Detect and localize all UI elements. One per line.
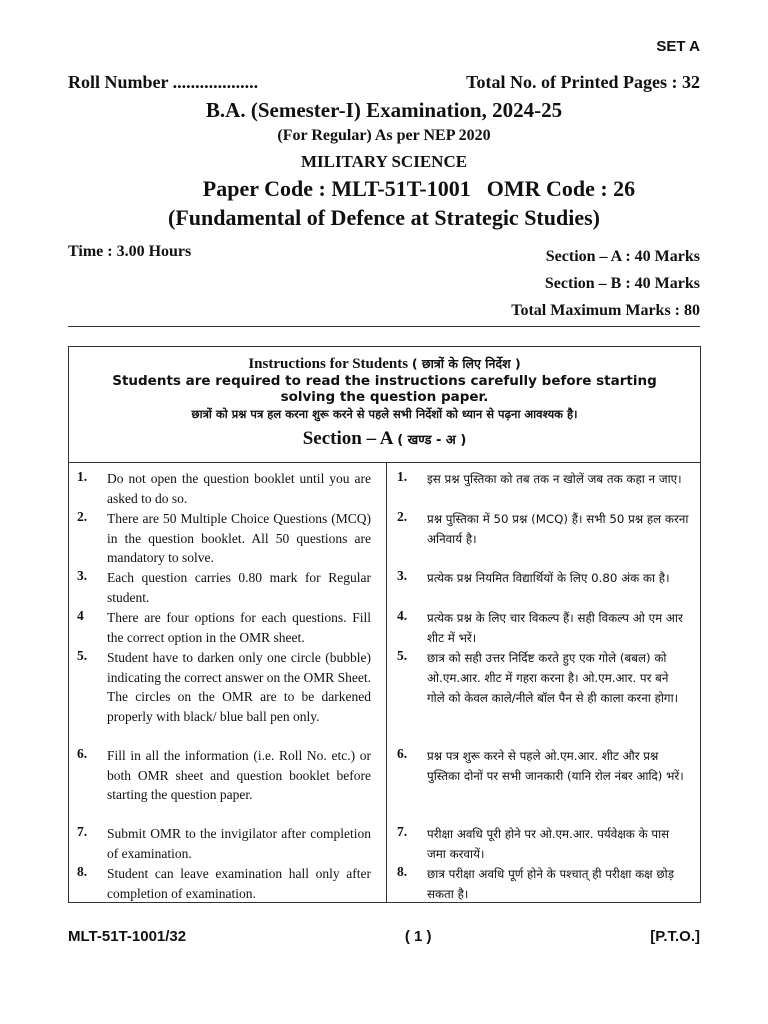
list-item-en bbox=[69, 608, 385, 647]
total-marks: Total Maximum Marks : 80 bbox=[511, 302, 700, 319]
list-item-hi bbox=[387, 824, 699, 864]
item-text: Each question carries 0.80 mark for Regular student. bbox=[107, 570, 371, 605]
list-item-hi bbox=[387, 509, 699, 549]
item-text: Do not open the question booklet until you are asked to do so. bbox=[107, 471, 371, 506]
item-text: Fill in all the information (i.e. Roll No. etc.) or both OMR sheet and question booklet before starting the question paper. bbox=[107, 748, 371, 802]
header-row bbox=[68, 72, 700, 93]
item-text: छात्र को सही उत्तर निर्दिष्ट करते हुए एक गोले (बबल) को ओ.एम.आर. शीट में गहरा करना है। ओ.एम.आर. पर बने गोले को केवल काले/नीले बॉल पैन से ही काला करना होगा। bbox=[427, 651, 679, 705]
instructions-english: Students are required to read the instructions carefully before starting solving the question paper. bbox=[112, 373, 657, 405]
item-text: प्रश्न पुस्तिका में 50 प्रश्न (MCQ) हैं। सभी 50 प्रश्न हल करना अनिवार्य है। bbox=[427, 512, 689, 546]
page-number: ( 1 ) bbox=[404, 928, 432, 945]
section-a-heading bbox=[69, 428, 700, 450]
exam-title: B.A. (Semester-I) Examination, 2024-25 bbox=[205, 98, 563, 122]
list-item-en bbox=[69, 864, 385, 903]
list-item-en bbox=[69, 648, 385, 726]
item-number: 2. bbox=[77, 509, 88, 524]
regular-note: (For Regular) As per NEP 2020 bbox=[277, 127, 491, 144]
divider bbox=[68, 326, 700, 327]
total-pages: Total No. of Printed Pages : 32 bbox=[466, 72, 700, 92]
footer-code: MLT-51T-1001/32 bbox=[68, 928, 187, 945]
list-item-hi bbox=[387, 608, 699, 648]
section-title: Section – A bbox=[302, 428, 393, 449]
item-number: 3. bbox=[77, 568, 88, 583]
item-text: Student can leave examination hall only after completion of examination. bbox=[107, 866, 371, 901]
item-number: 7. bbox=[77, 824, 88, 839]
subject-name: MILITARY SCIENCE bbox=[300, 152, 468, 171]
section-b-marks: Section – B : 40 Marks bbox=[544, 275, 700, 292]
pto-label: [P.T.O.] bbox=[650, 928, 700, 945]
page-footer bbox=[68, 928, 700, 945]
item-text: There are 50 Multiple Choice Questions (MCQ) in the question booklet. All 50 questions are mandatory to solve. bbox=[107, 511, 371, 565]
list-item-en bbox=[69, 469, 385, 508]
omr-code: OMR Code : 26 bbox=[486, 176, 636, 201]
list-item-hi bbox=[387, 746, 699, 786]
item-number: 2. bbox=[397, 509, 408, 524]
list-item-hi bbox=[387, 864, 699, 904]
list-item-en bbox=[69, 509, 385, 568]
instructions-hindi: छात्रों को प्रश्न पत्र हल करना शुरू करने से पहले सभी निर्देशों को ध्यान से पढ़ना आवश्यक है। bbox=[191, 407, 578, 421]
item-number: 6. bbox=[397, 746, 408, 761]
time-allowed: Time : 3.00 Hours bbox=[68, 243, 192, 260]
marks-block bbox=[511, 243, 700, 324]
item-number: 8. bbox=[397, 864, 408, 879]
code-line bbox=[0, 176, 768, 202]
item-number: 1. bbox=[397, 469, 408, 484]
item-number: 6. bbox=[77, 746, 88, 761]
item-number: 8. bbox=[77, 864, 88, 879]
item-text: प्रत्येक प्रश्न नियमित विद्यार्थियों के लिए 0.80 अंक का है। bbox=[427, 571, 670, 585]
instructions-title bbox=[69, 355, 700, 373]
item-number: 3. bbox=[397, 568, 408, 583]
item-number: 7. bbox=[397, 824, 408, 839]
item-text: Submit OMR to the invigilator after completion of examination. bbox=[107, 826, 371, 861]
item-text: Student have to darken only one circle (bubble) indicating the correct answer on the OMR Sheet. The circles on the OMR are to be darkened properly with black/ blue ball pen only. bbox=[107, 650, 371, 724]
instructions-title-hi: ( छात्रों के लिए निर्देश ) bbox=[411, 356, 521, 371]
list-item-hi bbox=[387, 469, 699, 489]
item-number: 4. bbox=[397, 608, 408, 623]
list-item-hi bbox=[387, 568, 699, 588]
list-item-en bbox=[69, 568, 385, 607]
list-item-hi bbox=[387, 648, 699, 708]
item-text: छात्र परीक्षा अवधि पूर्ण होने के पश्चात् ही परीक्षा कक्ष छोड़ सकता है। bbox=[427, 867, 675, 901]
item-text: इस प्रश्न पुस्तिका को तब तक न खोलें जब तक कहा न जाए। bbox=[427, 472, 682, 486]
item-text: प्रश्न पत्र शुरू करने से पहले ओ.एम.आर. शीट और प्रश्न पुस्तिका दोनों पर सभी जानकारी (यानि रोल नंबर आदि) भरें। bbox=[427, 749, 684, 783]
item-text: प्रत्येक प्रश्न के लिए चार विकल्प हैं। सही विकल्प ओ एम आर शीट में भरें। bbox=[427, 611, 683, 645]
instructions-table bbox=[69, 462, 700, 902]
item-number: 5. bbox=[77, 648, 88, 663]
paper-title: (Fundamental of Defence at Strategic Studies) bbox=[168, 205, 600, 230]
item-number: 1. bbox=[77, 469, 88, 484]
item-text: परीक्षा अवधि पूरी होने पर ओ.एम.आर. पर्यवेक्षक के पास जमा करवायें। bbox=[427, 827, 670, 861]
instructions-box bbox=[68, 346, 701, 903]
set-label: SET A bbox=[656, 38, 700, 55]
list-item-en bbox=[69, 824, 385, 863]
item-number: 5. bbox=[397, 648, 408, 663]
roll-number: Roll Number ................... bbox=[68, 72, 259, 92]
list-item-en bbox=[69, 746, 385, 805]
instructions-title-en: Instructions for Students bbox=[248, 356, 409, 372]
section-a-marks: Section – A : 40 Marks bbox=[545, 248, 700, 265]
section-title-hi: ( खण्ड - अ ) bbox=[397, 433, 467, 448]
item-number: 4 bbox=[77, 608, 84, 623]
item-text: There are four options for each questions. Fill the correct option in the OMR sheet. bbox=[107, 610, 371, 645]
paper-code: Paper Code : MLT-51T-1001 bbox=[202, 176, 471, 201]
